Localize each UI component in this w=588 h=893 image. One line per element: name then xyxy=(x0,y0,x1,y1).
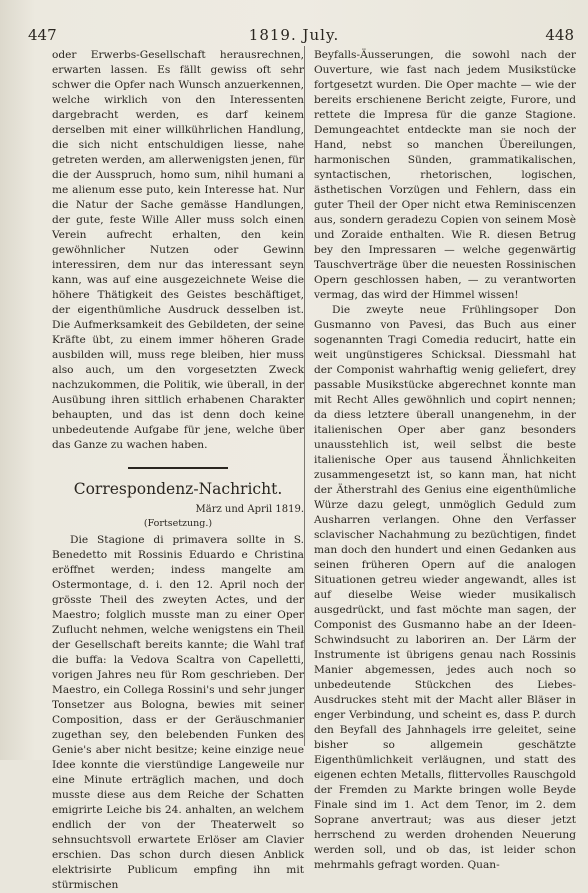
page-number-left: 447 xyxy=(28,26,57,44)
left-paragraph-2: Die Stagione di primavera sollte in S. Benedetto mit Rossinis Eduardo e Christina eröffnet werden; indess mangelte am Ostermontage, d. i. den 12. April noch der grösste Theil des zweyten Actes, und der Maestro; folglich musste man zu einer Oper Zuflucht nehmen, welche wenigstens ein Theil der Gesellschaft bereits kannte; die Wahl traf die buffa: la Vedova Scaltra von Capelletti, vorigen Jahres neu für Rom geschrieben. Der Maestro, ein Collega Rossini's und sehr junger Tonsetzer aus Bologna, bewies mit seiner Composition, dass er der Geräuschmanier zugethan sey, den belebenden Funken des Genie's aber nicht besitze; keine einzige neue Idee konnte die vierstündige Langeweile nur eine Minute erträglich machen, und doch musste diese aus dem Reiche der Schatten emigrirte Leiche bis 24. anhalten, an welchem endlich der von der Theaterwelt so sehnsuchtsvoll erwartete Erlöser am Clavier erschien. Das schon durch diesen Anblick elektrisirte Publicum empfing ihn mit stürmischen xyxy=(52,534,304,891)
right-paragraph-1: Beyfalls-Äusserungen, die sowohl nach der Ouverture, wie fast nach jedem Musikstücke fortgesetzt wurden. Die Oper machte — wie der bereits erschienene Bericht zeigte, Furore, und rettete die Impresa für die ganze Stagione. Demungeachtet entdeckte man sie noch der Hand, nebst so manchen Übereilungen, harmonischen Sünden, grammatikalischen, syntactischen, rhetorischen, logischen, ästhetischen Vorzügen und Fehlern, dass ein guter Theil der Oper nicht etwa Reminiscenzen aus, sondern geradezu Copien von seinem Mosè und Zoraide enthalten. Wie R. diesen Betrug bey den Impressaren — welche gegenwärtig Tauschverträge über die neuesten Rossinischen Opern geschlossen haben, — zu verantworten vermag, das wird der Himmel wissen! xyxy=(314,49,576,301)
page-number-right: 448 xyxy=(545,26,574,44)
section-title: Correspondenz-Nachricht. xyxy=(73,480,283,498)
right-paragraph-2: Die zweyte neue Frühlingsoper Don Gusmanno von Pavesi, das Buch aus einer sogenannten Tragi Comedia reducirt, hatte ein weit ungünstigeres Schicksal. Diessmahl hat der Componist wahrhaftig wenig geliefert, drey passable Musikstücke abgerechnet konnte man mit Recht Alles gewöhnlich und copirt nennen; da diess letztere überall unangenehm, in der italienischen Oper aber ganz besonders unausstehlich ist, weil selbst die beste italienische Oper aus tausend Ähnlichkeiten zusammengesetzt ist, so kann man, hat nicht der Ätherstrahl des Genius eine eigenthümliche Würze dazu gelegt, unmöglich Geduld zum Ausharren verlangen. Ohne den Verfasser sclavischer Nachahmung zu bezüchtigen, findet man doch den hundert und einen Gedanken aus seinen früheren Opern auf die analogen Situationen getreu wieder angewandt, alles ist auf dieselbe Weise wieder musikalisch ausgedrückt, und fast möchte man sagen, der Componist des Gusmanno habe an der Ideen-Schwindsucht zu laboriren an. Der Lärm der Instrumente ist übrigens genau nach Rossinis Manier abgemessen, jedes auch noch so unbedeutende Stückchen des Liebes-Ausdruckes steht mit der Macht aller Bläser in enger Verbindung, und scheint es, dass P. durch den Beyfall des Jahnhagels irre geleitet, seine bisher so allgemein geschätzte Eigenthümlichkeit verläugnen, und statt des eigenen echten Metalls, flittervolles Rauschgold der Fremden zu Markte bringen wolle Beyde Finale sind im 1. Act dem Tenor, im 2. dem Soprane anvertraut; was aus dieser jetzt herrschend zu werden drohenden Neuerung werden soll, und ob das, ist leider schon mehrmahls gefragt worden. Quan- xyxy=(314,304,576,871)
right-column xyxy=(314,48,576,873)
page-header xyxy=(0,26,588,48)
dateline: März und April 1819. xyxy=(195,504,304,515)
left-column xyxy=(52,48,304,893)
left-paragraph-1: oder Erwerbs-Gesellschaft herausrechnen, erwarten lassen. Es fällt gewiss oft sehr schwer die Opfer nach Wunsch anzuerkennen, welche wirklich von den Interessenten dargebracht werden, es darf keinem derselben mit einer willkührlichen Handlung, die sich nicht entschuldigen liesse, nahe getreten werden, am allerwenigsten jenen, für die der Ausspruch, homo sum, nihil humani a me alienum esse puto, kein Interesse hat. Nur die Natur der Sache gemässe Handlungen, der gute, feste Wille Aller muss solch einen Verein aufrecht erhalten, den kein gewöhnlicher Nutzen oder Gewinn interessiren, dem nur das interessant seyn kann, was auf eine ausgezeichnete Weise die höhere Thätigkeit des Geistes beschäftiget, der eigenthümliche Ausdruck desselben ist. Die Aufmerksamkeit des Gebildeten, der seine Kräfte übt, zu einem immer höheren Grade ausbilden will, muss rege bleiben, hier muss also auch, um den vorgesetzten Zweck nachzukommen, die Politik, wie überall, in der Ausübung ihren sittlich erhabenen Charakter behaupten, und das ist denn doch keine unbedeutende Aufgabe für jene, welche über das Ganze zu wachen haben. xyxy=(52,49,304,451)
column-divider xyxy=(304,46,305,746)
continuation-note: (Fortsetzung.) xyxy=(143,518,213,529)
section-rule xyxy=(128,467,228,469)
running-title: 1819. July. xyxy=(248,26,340,44)
